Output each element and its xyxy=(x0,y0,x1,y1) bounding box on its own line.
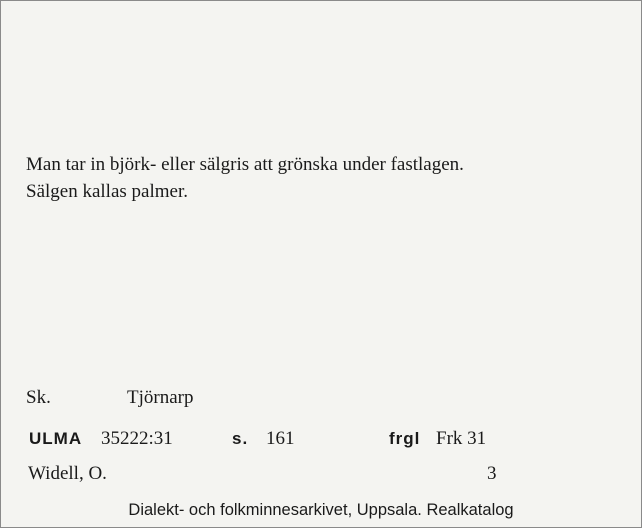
region-abbrev: Sk. xyxy=(26,387,51,408)
archive-number: 35222:31 xyxy=(101,428,173,449)
archive-label: ULMA xyxy=(29,429,83,448)
page-number: 161 xyxy=(266,428,295,449)
collector-name: Widell, O. xyxy=(28,463,107,484)
body-line-1: Man tar in björk- eller sälgris att grönska under fastlagen. xyxy=(26,154,464,175)
parish-name: Tjörnarp xyxy=(127,387,194,408)
archive-footer: Dialekt- och folkminnesarkivet, Uppsala. Realkatalog xyxy=(128,501,514,519)
card-number: 3 xyxy=(487,463,497,484)
card-body-text xyxy=(26,151,464,205)
questionnaire-label: frgl xyxy=(389,429,421,448)
page-label: s. xyxy=(232,429,249,448)
body-line-2: Sälgen kallas palmer. xyxy=(26,181,188,202)
questionnaire-value: Frk 31 xyxy=(436,428,487,449)
